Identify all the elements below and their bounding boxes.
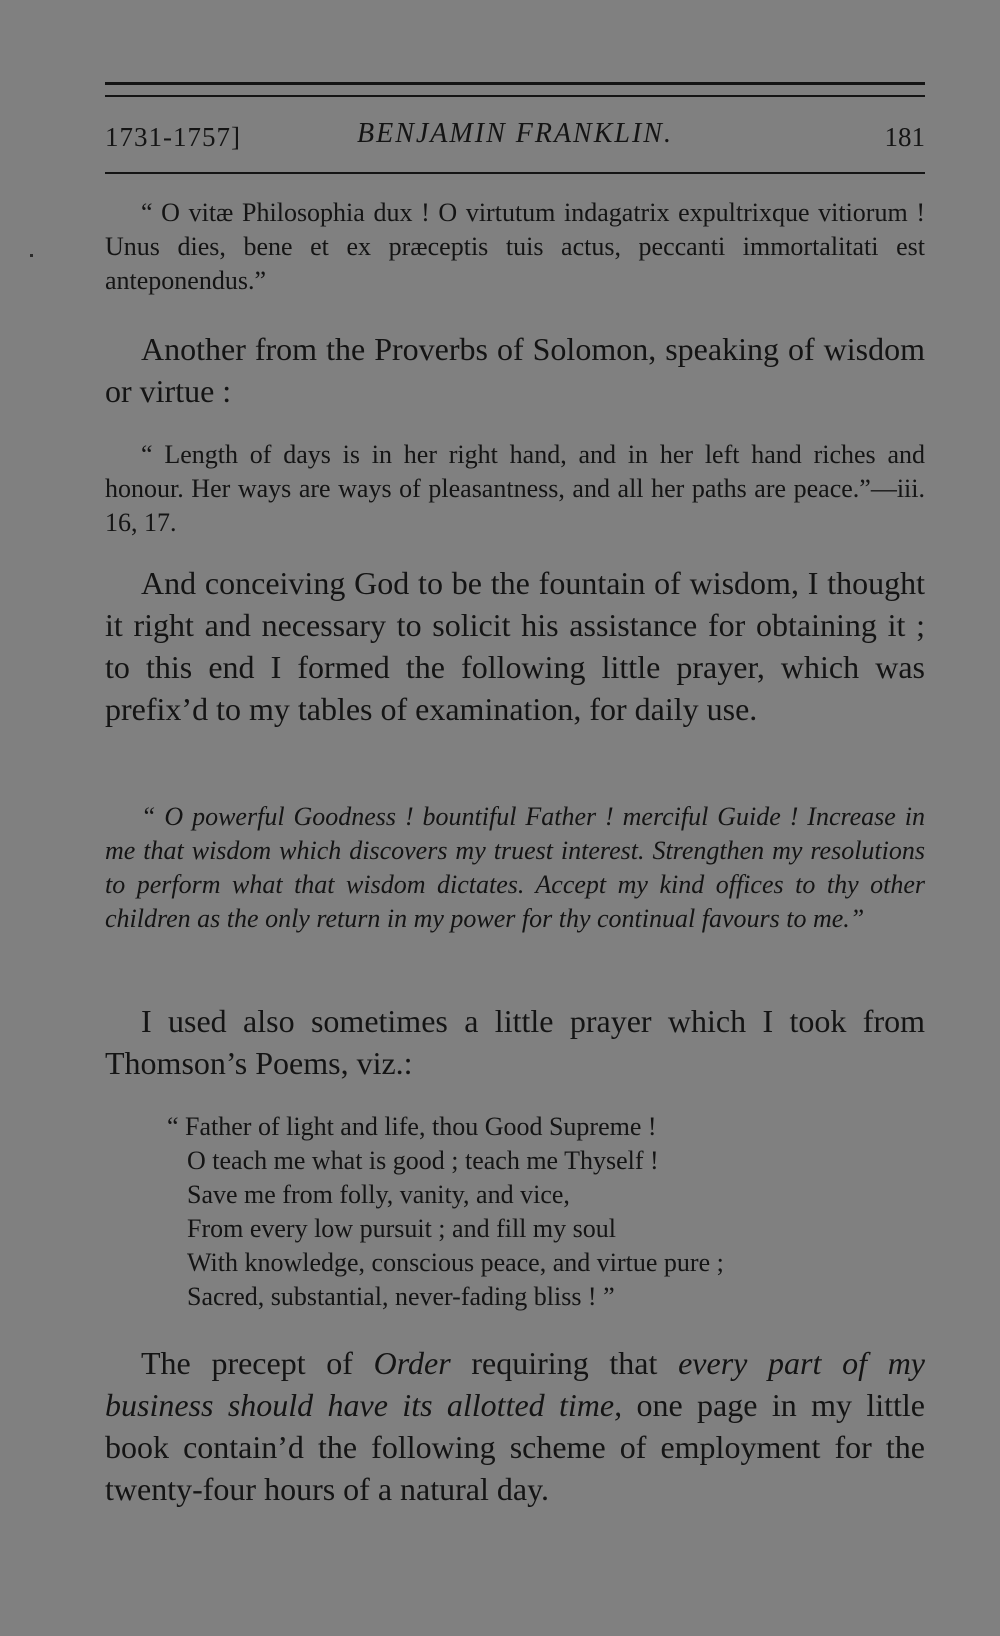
poem-line: “ Father of light and life, thou Good Supreme !: [167, 1112, 657, 1141]
italic-phrase: every part of my business should have its allotted time,: [105, 1345, 926, 1423]
proverbs-quote: “ Length of days is in her right hand, and in her left hand riches and honour. Her ways are ways of pleasantness, and all her paths are peace.”—iii. 16, 17.: [105, 440, 925, 537]
top-double-rule-upper: [105, 82, 925, 85]
latin-quote: “ O vitæ Philosophia dux ! O virtutum indagatrix expultrixque vitiorum ! Unus dies, bene et ex præceptis tuis actus, peccanti immortalitati est anteponendus.”: [105, 198, 925, 295]
margin-speck: [30, 254, 33, 257]
poem-line: With knowledge, conscious peace, and virtue pure ;: [187, 1248, 724, 1277]
paragraph-thomson-intro: I used also sometimes a little prayer which I took from Thomson’s Poems, viz.:: [105, 1003, 925, 1081]
order-word: Order: [373, 1345, 451, 1381]
running-head-title: BENJAMIN FRANKLIN.: [357, 118, 673, 149]
thomson-poem: [167, 1110, 867, 1314]
running-head-years: 1731-1757]: [105, 122, 241, 152]
paragraph-order-text-3: one page in my little book contain’d the following scheme of employment for the twenty-four hours of a natural day.: [105, 1387, 926, 1507]
prayer-quote: “ O powerful Goodness ! bountiful Father ! merciful Guide ! Increase in me that wisdom which discovers my truest interest. Strengthen my resolutions to perform what that wisdom dictates. Accept my kind offices to thy other children as the only return in my power for thy continual favours to me.”: [105, 802, 925, 933]
paragraph-order: [105, 1342, 925, 1510]
page-number: 181: [884, 122, 925, 152]
paragraph-god-wisdom: And conceiving God to be the fountain of wisdom, I thought it right and necessary to solicit his assistance for obtaining it ; to this end I formed the following little prayer, which was prefix’d to my tables of examination, for daily use.: [105, 565, 925, 727]
poem-line: Sacred, substantial, never-fading bliss ! ”: [187, 1282, 615, 1311]
poem-line: O teach me what is good ; teach me Thyself !: [187, 1146, 659, 1175]
running-head: [105, 118, 925, 158]
paragraph-order-text-1: The precept of: [141, 1345, 374, 1381]
poem-line: From every low pursuit ; and fill my soul: [187, 1214, 616, 1243]
paragraph-proverbs-intro: Another from the Proverbs of Solomon, speaking of wisdom or virtue :: [105, 331, 925, 409]
poem-line: Save me from folly, vanity, and vice,: [187, 1180, 570, 1209]
top-double-rule-lower: [105, 95, 925, 97]
paragraph-order-text-2: requiring that: [450, 1345, 679, 1381]
book-page: [105, 0, 925, 1636]
header-rule: [105, 172, 925, 174]
